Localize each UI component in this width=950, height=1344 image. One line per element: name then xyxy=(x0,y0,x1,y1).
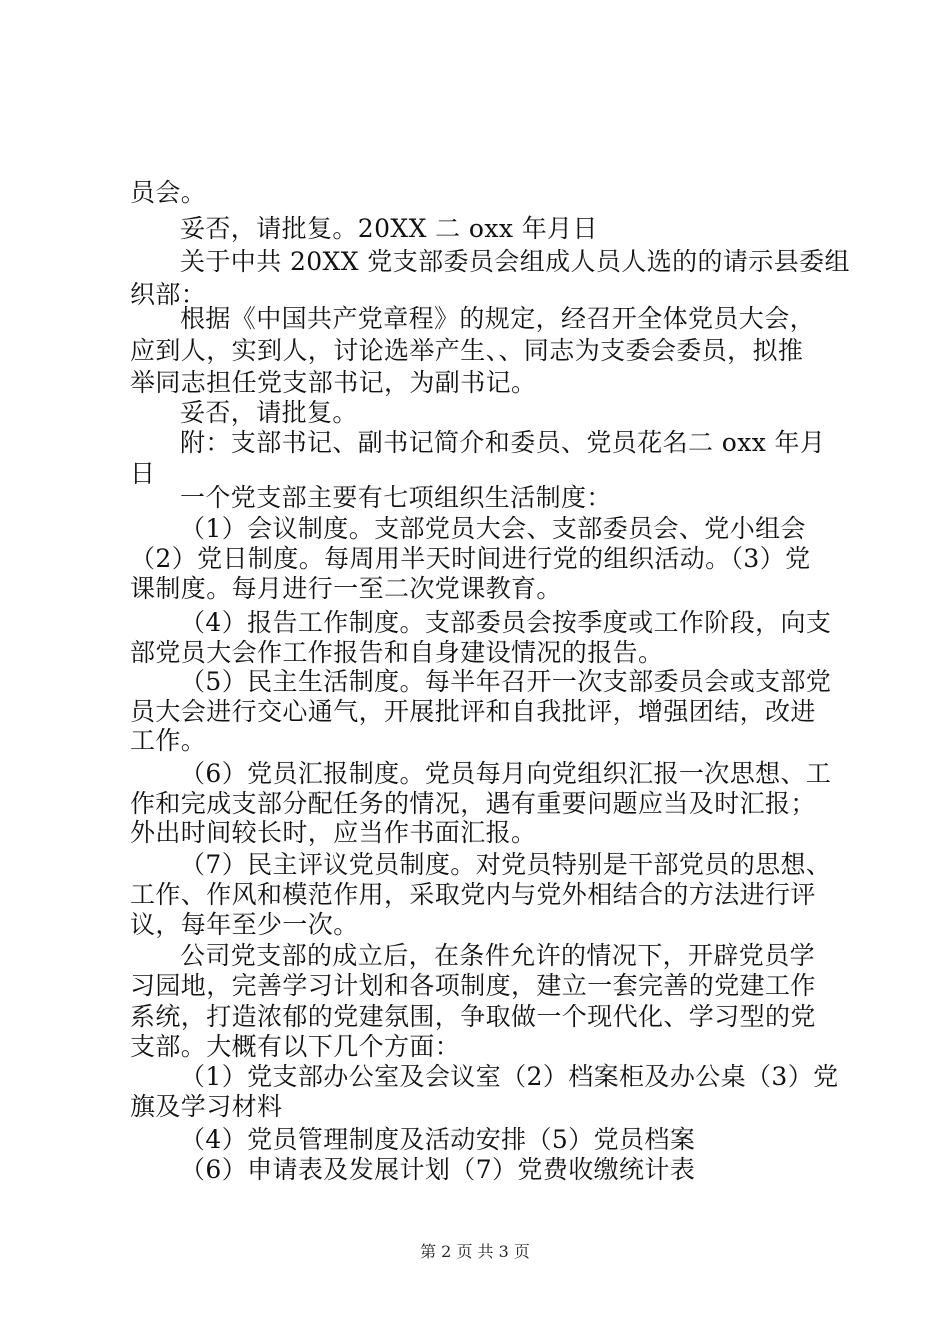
text-line: 习园地，完善学习计划和各项制度，建立一套完善的党建工作 xyxy=(130,971,816,1000)
text-line: 应到人，实到人，讨论选举产生、、同志为支委会委员，拟推 xyxy=(130,336,804,365)
text-line: 附：支部书记、副书记简介和委员、党员花名二 oxx 年月 xyxy=(180,428,826,457)
text-line: （1）会议制度。支部党员大会、支部委员会、党小组会 xyxy=(180,514,806,543)
text-line: （4）党员管理制度及活动安排（5）党员档案 xyxy=(180,1125,696,1154)
text-line: （1）党支部办公室及会议室（2）档案柜及办公桌（3）党 xyxy=(180,1062,839,1091)
text-line: 支部。大概有以下几个方面： xyxy=(130,1032,461,1061)
text-line: 工作、作风和模范作用，采取党内与党外相结合的方法进行评 xyxy=(130,880,816,909)
text-line: 工作。 xyxy=(130,726,207,755)
text-line: 织部： xyxy=(130,280,207,309)
text-line: 议，每年至少一次。 xyxy=(130,910,359,939)
text-line: 系统，打造浓郁的党建氛围，争取做一个现代化、学习型的党 xyxy=(130,1002,816,1031)
page-number-footer: 第 2 页 共 3 页 xyxy=(420,1242,530,1261)
text-line: （5）民主生活制度。每半年召开一次支部委员会或支部党 xyxy=(180,667,832,696)
text-line: （7）民主评议党员制度。对党员特别是干部党员的思想、 xyxy=(180,850,832,879)
text-line: 举同志担任党支部书记，为副书记。 xyxy=(130,368,537,397)
text-line: 部党员大会作工作报告和自身建设情况的报告。 xyxy=(130,638,664,667)
text-line: 妥否，请批复。 xyxy=(180,398,358,427)
text-line: （6）党员汇报制度。党员每月向党组织汇报一次思想、工 xyxy=(180,759,832,788)
text-line: 日 xyxy=(130,459,156,488)
text-line: 妥否，请批复。20XX 二 oxx 年月日 xyxy=(180,214,598,243)
text-line: （4）报告工作制度。支部委员会按季度或工作阶段，向支 xyxy=(180,608,832,637)
text-line: 课制度。每月进行一至二次党课教育。 xyxy=(130,574,562,603)
text-line: 员大会进行交心通气，开展批评和自我批评，增强团结，改进 xyxy=(130,697,816,726)
text-line: 根据《中国共产党章程》的规定，经召开全体党员大会， xyxy=(180,304,816,333)
text-line: （6）申请表及发展计划（7）党费收缴统计表 xyxy=(180,1155,696,1184)
text-line: 旗及学习材料 xyxy=(130,1092,283,1121)
text-line: 外出时间较长时，应当作书面汇报。 xyxy=(130,818,537,847)
text-line: 作和完成支部分配任务的情况，遇有重要问题应当及时汇报； xyxy=(130,789,816,818)
text-line: 一个党支部主要有七项组织生活制度： xyxy=(180,483,612,512)
text-line: 员会。 xyxy=(130,178,207,207)
text-line: （2）党日制度。每周用半天时间进行党的组织活动。（3）党 xyxy=(130,544,811,573)
text-line: 关于中共 20XX 党支部委员会组成人员人选的的请示县委组 xyxy=(180,247,850,276)
text-line: 公司党支部的成立后，在条件允许的情况下，开辟党员学 xyxy=(180,941,816,970)
